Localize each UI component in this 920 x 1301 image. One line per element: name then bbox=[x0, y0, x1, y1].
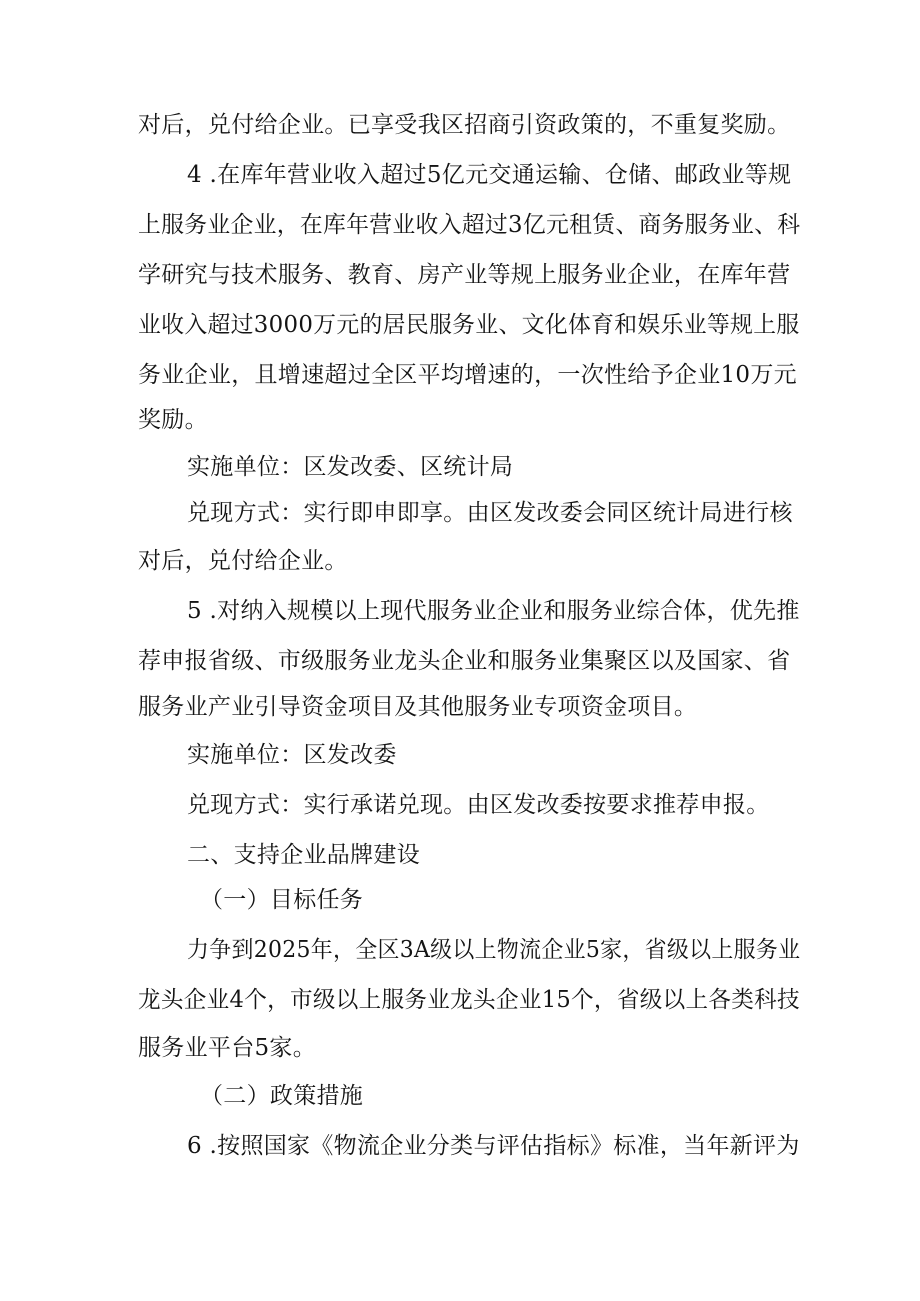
subsection-heading: （二）政策措施 bbox=[200, 1083, 364, 1109]
text-line: 服务业产业引导资金项目及其他服务业专项资金项目。 bbox=[138, 694, 698, 720]
text-line: 学研究与技术服务、教育、房产业等规上服务业企业，在库年营 bbox=[138, 262, 791, 288]
text-line: 业收入超过3000万元的居民服务业、文化体育和娱乐业等规上服 bbox=[138, 312, 800, 338]
text-line: 奖励。 bbox=[138, 407, 208, 433]
subsection-heading: （一）目标任务 bbox=[200, 887, 364, 913]
text-line: 荐申报省级、市级服务业龙头企业和服务业集聚区以及国家、省 bbox=[138, 648, 791, 674]
text-line: 实施单位：区发改委、区统计局 bbox=[187, 454, 514, 480]
text-line: 对后，兑付给企业。 bbox=[138, 548, 348, 574]
text-line: 6 .按照国家《物流企业分类与评估指标》标准，当年新评为 bbox=[187, 1133, 800, 1159]
text-line: 上服务业企业，在库年营业收入超过3亿元租赁、商务服务业、科 bbox=[138, 212, 801, 238]
text-line: 务业企业，且增速超过全区平均增速的，一次性给予企业10万元 bbox=[138, 362, 797, 388]
text-line: 兑现方式：实行承诺兑现。由区发改委按要求推荐申报。 bbox=[187, 792, 770, 818]
text-line: 力争到2025年，全区3A级以上物流企业5家，省级以上服务业 bbox=[187, 937, 801, 963]
section-heading: 二、支持企业品牌建设 bbox=[187, 842, 420, 868]
text-line: 4 .在库年营业收入超过5亿元交通运输、仓储、邮政业等规 bbox=[187, 162, 792, 188]
text-line: 龙头企业4个，市级以上服务业龙头企业15个，省级以上各类科技 bbox=[138, 987, 800, 1013]
text-line: 实施单位：区发改委 bbox=[187, 742, 397, 768]
text-line: 对后，兑付给企业。已享受我区招商引资政策的，不重复奖励。 bbox=[138, 112, 791, 138]
text-line: 服务业平台5家。 bbox=[138, 1035, 317, 1061]
text-line: 兑现方式：实行即申即享。由区发改委会同区统计局进行核 bbox=[187, 500, 793, 526]
text-line: 5 .对纳入规模以上现代服务业企业和服务业综合体，优先推 bbox=[187, 598, 800, 624]
